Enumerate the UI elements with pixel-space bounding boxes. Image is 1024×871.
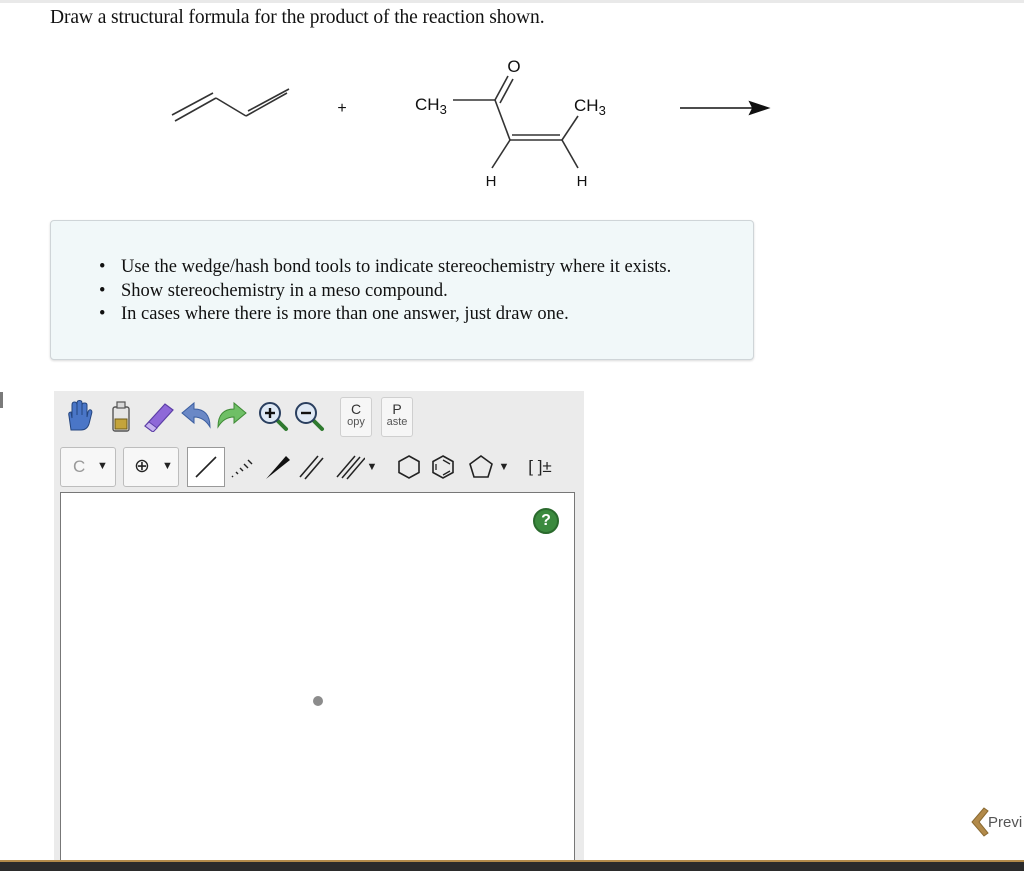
pentagon-icon bbox=[467, 453, 495, 481]
copy-button-label: opy bbox=[347, 416, 365, 428]
clear-canvas-button[interactable] bbox=[104, 398, 138, 434]
hash-bond-tool[interactable] bbox=[227, 447, 257, 487]
butadiene-structure bbox=[172, 89, 289, 121]
bracket-tool[interactable] bbox=[520, 447, 560, 487]
right-methyl-label: $CH_3$ bbox=[574, 96, 606, 118]
single-bond-icon bbox=[193, 454, 219, 480]
instruction-item: • In cases where there is more than one answer, just draw one. bbox=[99, 303, 671, 327]
top-divider bbox=[0, 0, 1024, 3]
double-bond-tool[interactable] bbox=[294, 447, 328, 487]
carbonyl-oxygen: O bbox=[507, 57, 521, 76]
footer-bar bbox=[0, 862, 1024, 871]
help-button[interactable] bbox=[533, 508, 559, 534]
copy-button[interactable] bbox=[340, 397, 372, 437]
paste-button-label: aste bbox=[386, 416, 408, 428]
atom-selector-label: C bbox=[73, 457, 86, 476]
hand-icon bbox=[63, 400, 93, 432]
hydrogen-right: H bbox=[576, 173, 588, 190]
single-bond-tool[interactable] bbox=[187, 447, 225, 487]
canvas-cursor-dot bbox=[313, 696, 323, 706]
triple-bond-tool[interactable] bbox=[330, 447, 382, 487]
hydrogen-left: H bbox=[485, 173, 497, 190]
cyclopentane-tool[interactable] bbox=[460, 447, 516, 487]
instruction-item: • Use the wedge/hash bond tools to indicate stereochemistry where it exists. bbox=[99, 256, 671, 280]
hexagon-icon bbox=[395, 453, 423, 481]
reaction-scheme bbox=[150, 48, 790, 198]
wedge-bond-tool[interactable] bbox=[260, 447, 294, 487]
charge-plus-icon: ⊕ bbox=[134, 456, 150, 477]
copy-button-initial: C bbox=[350, 401, 362, 417]
side-marker bbox=[0, 392, 3, 408]
triple-bond-icon bbox=[335, 453, 365, 481]
paste-button-initial: P bbox=[392, 401, 402, 417]
zoom-out-button[interactable] bbox=[292, 398, 326, 434]
zoom-in-icon bbox=[257, 400, 289, 432]
question-prompt: Draw a structural formula for the product of the reaction shown. bbox=[50, 7, 545, 28]
reaction-arrow bbox=[680, 102, 768, 114]
redo-button[interactable] bbox=[214, 398, 248, 434]
zoom-in-button[interactable] bbox=[256, 398, 290, 434]
left-methyl-label: $CH_3$ bbox=[415, 95, 447, 117]
atom-selector[interactable] bbox=[60, 447, 116, 487]
previous-label: Previ bbox=[988, 814, 1023, 831]
plus-sign: + bbox=[337, 100, 347, 117]
hash-bond-icon bbox=[229, 454, 255, 480]
wedge-bond-icon bbox=[263, 453, 291, 481]
chevron-down-icon: ▼ bbox=[162, 460, 173, 472]
cyclohexane-tool[interactable] bbox=[392, 447, 426, 487]
drawing-canvas[interactable] bbox=[60, 492, 575, 862]
chevron-left-icon bbox=[968, 806, 990, 843]
instructions-list bbox=[99, 256, 671, 327]
undo-button[interactable] bbox=[180, 398, 214, 434]
redo-icon bbox=[214, 401, 248, 431]
benzene-icon bbox=[429, 453, 457, 481]
bracket-label: [ ]± bbox=[528, 457, 552, 476]
undo-icon bbox=[180, 401, 214, 431]
hand-tool-button[interactable] bbox=[60, 398, 96, 434]
instructions-panel bbox=[50, 220, 754, 360]
enone-structure bbox=[453, 76, 578, 168]
flask-icon bbox=[108, 399, 134, 433]
eraser-button[interactable] bbox=[140, 398, 178, 434]
instruction-item: • Show stereochemistry in a meso compound. bbox=[99, 280, 671, 304]
charge-selector[interactable] bbox=[123, 447, 179, 487]
chevron-down-icon: ▼ bbox=[498, 461, 510, 473]
eraser-icon bbox=[141, 400, 177, 432]
help-label: ? bbox=[541, 512, 551, 529]
double-bond-icon bbox=[297, 453, 325, 481]
chevron-down-icon: ▼ bbox=[97, 460, 108, 472]
zoom-out-icon bbox=[293, 400, 325, 432]
chevron-down-icon: ▼ bbox=[366, 461, 378, 473]
paste-button[interactable] bbox=[381, 397, 413, 437]
benzene-tool[interactable] bbox=[426, 447, 460, 487]
previous-button[interactable] bbox=[968, 806, 1024, 838]
